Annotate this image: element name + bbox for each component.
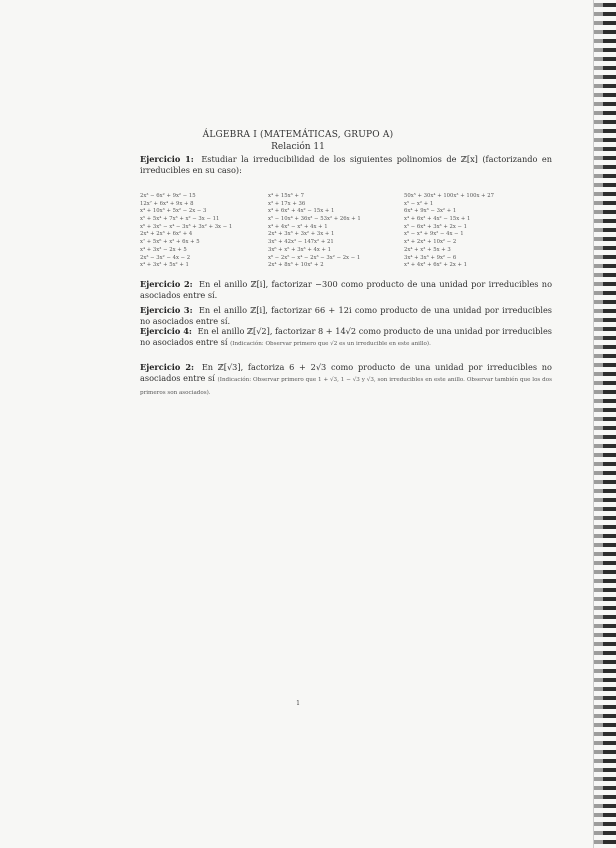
exercise-label: Ejercicio 2: (140, 279, 193, 289)
polynomial: x⁴ + 6x³ + 4x² − 15x + 1 (268, 208, 335, 215)
exercise-text: En el anillo ℤ[√2], factorizar 8 + 14√2 como producto de una unidad por irreducibles no asociados entre sí (140, 326, 552, 347)
polynomial: 2x³ − 6x² + 9x² − 15 (140, 193, 196, 199)
polynomial: 3x⁵ + 42x³ − 147x² + 21 (268, 239, 334, 246)
course-title: ÁLGEBRA I (MATEMÁTICAS, GRUPO A) (202, 130, 394, 140)
polynomial: x⁴ + 15x³ + 7 (268, 193, 304, 199)
polynomial: x⁵ + 5x⁴ + 7x³ + x² − 3x − 11 (140, 216, 220, 223)
page-number: 1 (296, 700, 300, 707)
polynomial: x⁶ − x⁴ + 9x² − 4x − 1 (404, 231, 464, 238)
exercise-label: Ejercicio 3: (140, 305, 193, 315)
polynomial: x⁵ − 10x⁴ + 36x³ − 53x² + 26x + 1 (268, 216, 361, 223)
exercise-3 (140, 305, 552, 327)
polynomial: x⁴ + 2x⁴ + 10x² − 2 (404, 239, 457, 246)
polynomial: x⁴ + 3x³ − 2x + 5 (140, 246, 187, 253)
polynomial: x⁵ − x² + 1 (404, 200, 434, 207)
polynomial: x⁵ − 6x⁴ + 3x³ + 2x − 1 (404, 223, 468, 230)
polynomial-column-2 (268, 193, 361, 270)
exercise-label: Ejercicio 2: (140, 362, 195, 372)
exercise-text: En ℤ[√3], factoriza 6 + 2√3 como producto de una unidad por irreducibles no asociados entre sí (140, 362, 552, 383)
polynomial: x⁴ + 4x³ − x² + 4x + 1 (268, 223, 328, 230)
polynomial: 2x⁴ + x³ + 5x + 3 (404, 246, 451, 253)
relation-title: Relación 11 (271, 142, 325, 152)
polynomial: 2x⁴ + 8x³ + 10x² + 2 (268, 262, 324, 269)
exercise-5 (140, 362, 552, 399)
exercise-label: Ejercicio 1: (140, 154, 194, 164)
polynomial-column-1 (140, 193, 232, 270)
exercise-text: Estudiar la irreducibilidad de los siguientes polinomios de ℤ[x] (factorizando en irreducibles en su caso): (140, 154, 553, 175)
polynomial: 2x⁴ + 2x³ + 6x² + 4 (140, 231, 193, 238)
polynomial: 50x⁵ + 30x⁴ + 100x³ + 100x + 27 (404, 193, 494, 199)
exercise-hint: (Indicación: Observar primero que √2 es un irreducible en este anillo). (230, 341, 431, 347)
exercise-label: Ejercicio 4: (140, 326, 192, 336)
polynomial: x³ + 17x + 36 (268, 200, 306, 207)
polynomial: x⁴ + 10x³ + 5x² − 2x − 3 (140, 208, 207, 215)
spiral-binding (593, 0, 616, 848)
polynomial: 12x⁷ + 6x⁴ + 9x + 8 (140, 200, 194, 207)
polynomial: x⁴ + 4x³ + 6x² + 2x + 1 (404, 262, 468, 269)
exercise-4 (140, 326, 552, 350)
polynomial: x⁶ − 2x⁵ − x⁴ − 2x³ − 3x² − 2x − 1 (268, 254, 361, 261)
polynomial: x⁶ + 3x⁵ − x⁴ − 3x³ + 3x² + 3x − 1 (140, 223, 233, 230)
polynomial: 2x³ − 3x² − 4x − 2 (140, 254, 191, 261)
exercise-text: En el anillo ℤ[i], factorizar 66 + 12i como producto de una unidad por irreducibles no asociados entre sí. (140, 305, 552, 326)
polynomial: 6x⁴ + 9x³ − 3x² + 1 (404, 208, 457, 215)
polynomial: x⁴ + 3x³ + 5x² + 1 (140, 262, 189, 269)
exercise-2 (140, 279, 552, 301)
polynomial: 3x⁴ + 3x³ + 9x² − 6 (404, 254, 457, 261)
polynomial: 2x⁴ + 3x³ + 3x² + 3x + 1 (268, 231, 335, 238)
exercise-text: En el anillo ℤ[i], factorizar −300 como producto de una unidad por irreducibles no asociados entre sí. (140, 279, 553, 300)
polynomial: x⁴ + 6x³ + 4x² − 15x + 1 (404, 216, 471, 223)
exercise-hint: (Indicación: Observar primero que 1 + √3, 1 − √3 y √3, son irreducibles en este anillo. Observar también que los dos primeros son asociados). (140, 377, 552, 396)
polynomial-column-3 (404, 193, 494, 270)
exercise-1 (140, 154, 552, 176)
polynomial: x⁷ + 5x⁶ + x² + 6x + 5 (140, 239, 200, 246)
polynomial: 3x⁶ + x⁵ + 3x³ + 4x + 1 (268, 246, 332, 253)
